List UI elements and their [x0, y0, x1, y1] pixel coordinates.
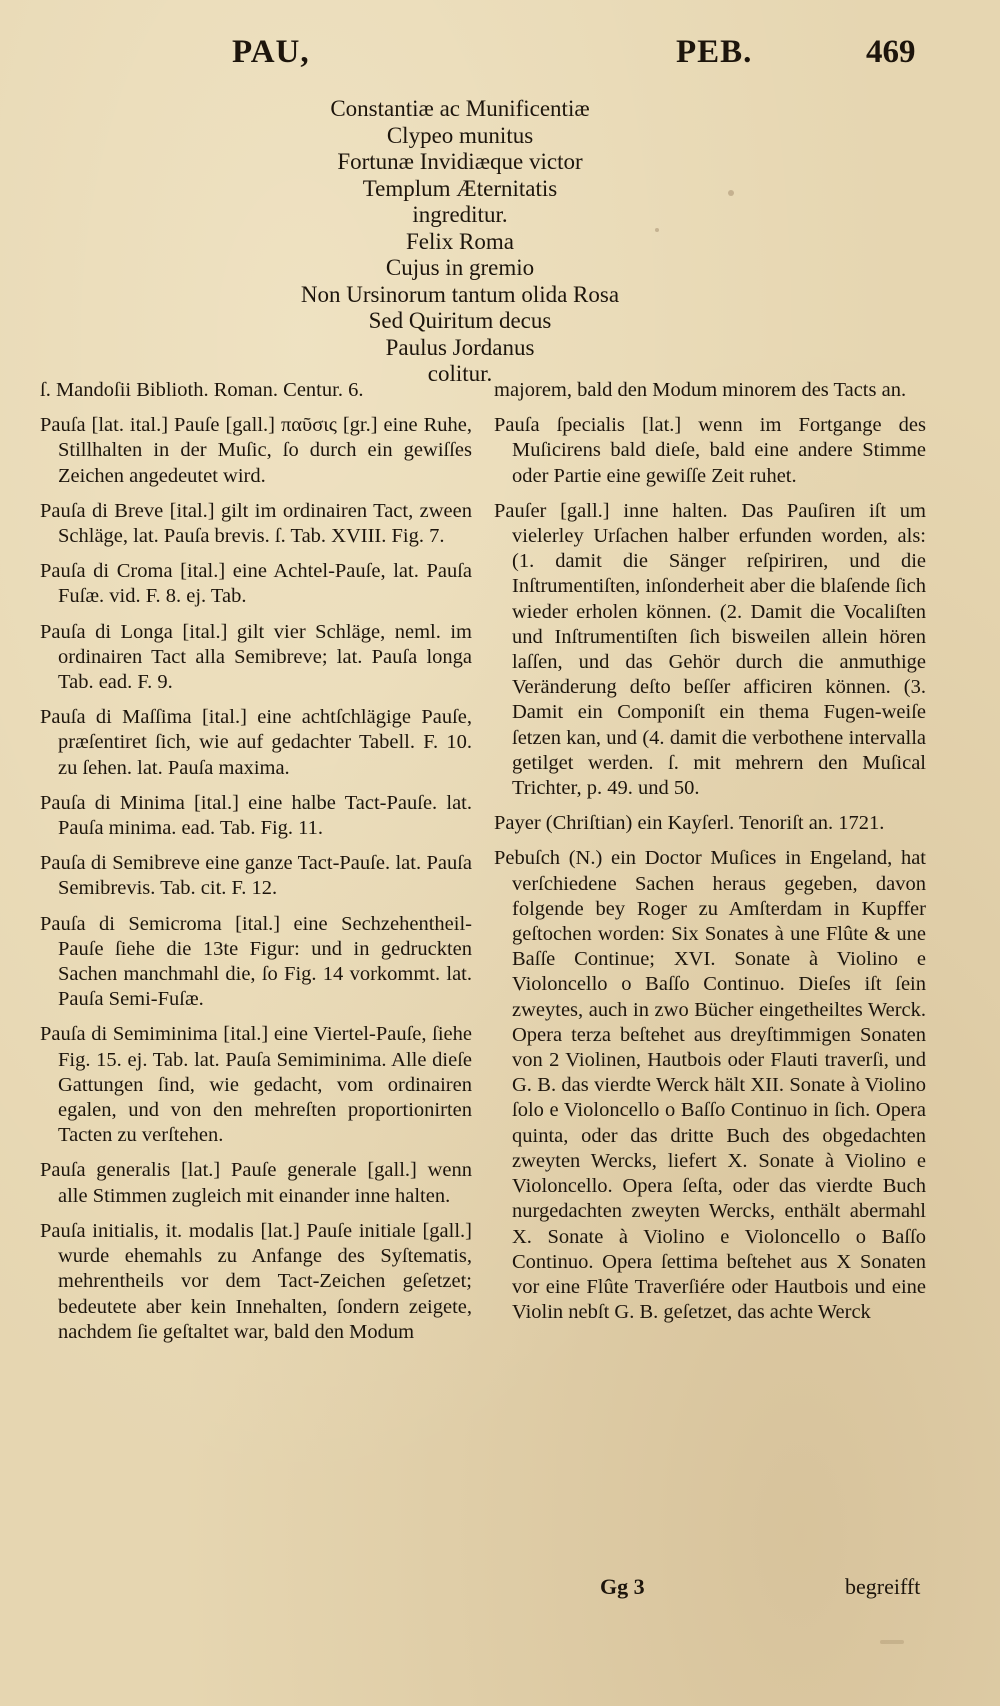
epitaph-line: Paulus Jordanus — [385, 334, 535, 360]
dictionary-entry: Pauſa ſpecialis [lat.] wenn im Fortgange des Muſicirens bald dieſe, bald eine andere Stimme oder Partie eine gewiſſe Zeit ruhet. — [494, 414, 926, 487]
epitaph-line: Felix Roma — [406, 228, 514, 254]
right-column — [494, 378, 926, 1335]
dictionary-entry: Pauſa initialis, it. modalis [lat.] Pauſe initiale [gall.] wurde ehemahls zu Anfange des Syſtematis, mehrentheils vor dem Tact-Zeichen geſetzet; bedeutete aber kein Innehalten, ſondern zeigete, nachdem ſie geſtaltet war, bald den Modum — [40, 1219, 472, 1343]
running-head — [0, 34, 1000, 84]
catchword: begreifft — [845, 1574, 921, 1599]
dictionary-entry: Pauſa di Semicroma [ital.] eine Sechzehentheil-Pauſe ſiehe die 13te Figur: und in gedruckten Sachen manchmahl die, ſo Fig. 14 vorkommt. lat. Pauſa Semi-Fuſæ. — [40, 912, 472, 1011]
page-footer — [0, 1574, 1000, 1608]
dictionary-entry: majorem, bald den Modum minorem des Tacts an. — [494, 379, 907, 401]
running-head-left: PAU, — [232, 34, 310, 70]
dictionary-entry: Pauſa di Longa [ital.] gilt vier Schläge, neml. im ordinairen Tact alla Semibreve; lat. Pauſa longa Tab. ead. F. 9. — [40, 620, 472, 694]
epitaph-line: Constantiæ ac Munificentiæ — [330, 96, 590, 121]
signature-mark: Gg 3 — [600, 1574, 645, 1599]
page-number: 469 — [866, 34, 916, 70]
dictionary-entry: Payer (Chriſtian) ein Kayſerl. Tenoriſt an. 1721. — [494, 812, 885, 835]
dictionary-entry: Pauſa di Semibreve eine ganze Tact-Pauſe. lat. Pauſa Semibrevis. Tab. cit. F. 12. — [40, 852, 472, 900]
epitaph-line: colitur. — [427, 361, 493, 386]
paper-blemish — [728, 190, 734, 196]
left-column — [40, 378, 472, 1355]
epitaph-line: ingreditur. — [412, 202, 508, 227]
running-head-right: PEB. — [676, 34, 753, 70]
epitaph-line: Sed Quiritum decus — [368, 308, 552, 333]
dictionary-entry: Pauſa di Breve [ital.] gilt im ordinairen Tact, zween Schläge, lat. Pauſa brevis. ſ. Tab. XVIII. Fig. 7. — [40, 499, 472, 548]
paper-blemish — [880, 1640, 904, 1644]
dictionary-entry: Pauſa generalis [lat.] Pauſe generale [gall.] wenn alle Stimmen zugleich mit einander inne halten. — [40, 1159, 472, 1207]
epitaph-line: Cujus in gremio — [385, 255, 535, 280]
dictionary-entry: Pauſa di Minima [ital.] eine halbe Tact-Pauſe. lat. Pauſa minima. ead. Tab. Fig. 11. — [40, 791, 472, 840]
dictionary-entry: Pauſa di Croma [ital.] eine Achtel-Pauſe, lat. Pauſa Fuſæ. vid. F. 8. ej. Tab. — [40, 560, 472, 608]
dictionary-entry: Pauſer [gall.] inne halten. Das Pauſiren iſt um vielerley Urſachen halber erfunden worden, als: (1. damit die Sänger reſpiriren, und die Inſtrumentiſten, inſonderheit aber die blaſende ſich wieder erholen können. (2. Damit die Vocaliſten und Inſtrumentiſten ſich bisweilen allein hören laſſen, und das Gehör durch die anmuthige Veränderung deſto beſſer afficiren können. (3. Damit ein Componiſt ein thema Fugen-weiſe ſetzen kan, und (4. damit die verbothene intervalla getilget werden. ſ. mit mehrern den Muſical Trichter, p. 49. und 50. — [494, 499, 926, 800]
epitaph-line: Fortunæ Invidiæque victor — [337, 149, 583, 174]
dictionary-entry: Pauſa di Maſſima [ital.] eine achtſchlägige Pauſe, præſentiret ſich, wie auf gedachter Tabell. F. 10. zu ſehen. lat. Pauſa maxima. — [40, 706, 472, 779]
dictionary-entry: Pauſa di Semiminima [ital.] eine Viertel-Pauſe, ſiehe Fig. 15. ej. Tab. lat. Pauſa Semiminima. Alle dieſe Gattungen ſind, wie gedacht, vom ordinairen egalen, und von den mehreſten proportionirten Tacten zu verſtehen. — [40, 1023, 472, 1147]
epitaph-line: Non Ursinorum tantum olida Rosa — [300, 281, 620, 307]
epitaph-line: Templum Æternitatis — [362, 175, 558, 201]
epitaph-block — [200, 96, 720, 388]
epitaph-line: Clypeo munitus — [386, 122, 534, 148]
paper-blemish — [655, 228, 659, 232]
dictionary-entry: Pebuſch (N.) ein Doctor Muſices in Engeland, hat verſchiedene Sachen heraus gegeben, davon folgende bey Roger zu Amſterdam in Kupffer geſtochen worden: Six Sonates à une Flûte & une Baſſe Continue; XVI. Sonate à Violino e Violoncello o Baſſo Continuo. Dieſes iſt ſein zweytes, auch in zwo Bücher eingetheiltes Werck. Opera terza beſtehet aus dreyſtimmigen Sonaten von 2 Violinen, Hautbois oder Flauti traverſi, und G. B. das vierdte Werck hält XII. Sonate à Violino ſolo e Violoncello o Baſſo Continuo in ſich. Opera quinta, oder das dritte Buch des obgedachten zweyten Wercks, liefert X. Sonate à Violino e Violoncello. Opera ſeſta, oder das vierdte Buch nurgedachten zweyten Wercks, enthält abermahl X. Sonate à Violino e Violoncello o Baſſo Continuo. Opera ſettima beſtehet aus X Sonaten vor eine Flûte Traverſiére oder Hautbois und eine Violin nebſt G. B. geſetzet, das achte Werck — [494, 847, 926, 1324]
dictionary-entry: Pauſa [lat. ital.] Pauſe [gall.] παῦσις [gr.] eine Ruhe, Stillhalten in der Muſic, ſo durch ein gewiſſes Zeichen angedeutet wird. — [40, 414, 472, 487]
dictionary-entry: ſ. Mandoſii Biblioth. Roman. Centur. 6. — [40, 379, 364, 401]
